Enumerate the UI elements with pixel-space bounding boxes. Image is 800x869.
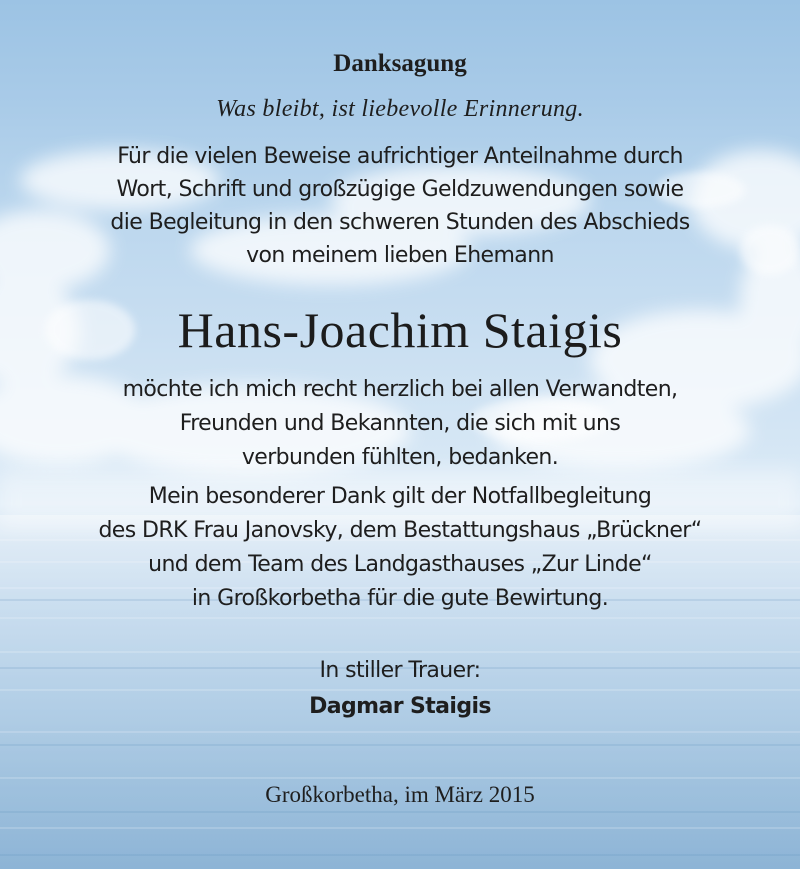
intro-line: Wort, Schrift und großzügige Geldzuwendungen sowie <box>116 177 684 202</box>
intro-line: von meinem lieben Ehemann <box>246 243 554 268</box>
mourning-label: In stiller Trauer: <box>319 658 481 683</box>
special-thanks-line: Mein besonderer Dank gilt der Notfallbegleitung <box>148 484 652 509</box>
deceased-name: Hans-Joachim Staigis <box>177 302 623 358</box>
special-thanks-line: und dem Team des Landgasthauses „Zur Linde“ <box>148 552 652 577</box>
special-thanks-line: des DRK Frau Janovsky, dem Bestattungshaus „Brückner“ <box>98 518 702 543</box>
thanks-line: Freunden und Bekannten, die sich mit uns <box>179 411 621 436</box>
thanks-line: verbunden fühlten, bedanken. <box>241 445 559 470</box>
place-date: Großkorbetha, im März 2015 <box>265 782 535 807</box>
special-thanks-line: in Großkorbetha für die gute Bewirtung. <box>191 586 609 611</box>
motto: Was bleibt, ist liebevolle Erinnerung. <box>216 96 584 122</box>
thanks-line: möchte ich mich recht herzlich bei allen Verwandten, <box>122 377 678 402</box>
heading: Danksagung <box>333 50 467 77</box>
intro-line: Für die vielen Beweise aufrichtiger Anteilnahme durch <box>117 144 683 169</box>
mourner-name: Dagmar Staigis <box>309 694 491 719</box>
intro-line: die Begleitung in den schweren Stunden des Abschieds <box>110 210 690 235</box>
